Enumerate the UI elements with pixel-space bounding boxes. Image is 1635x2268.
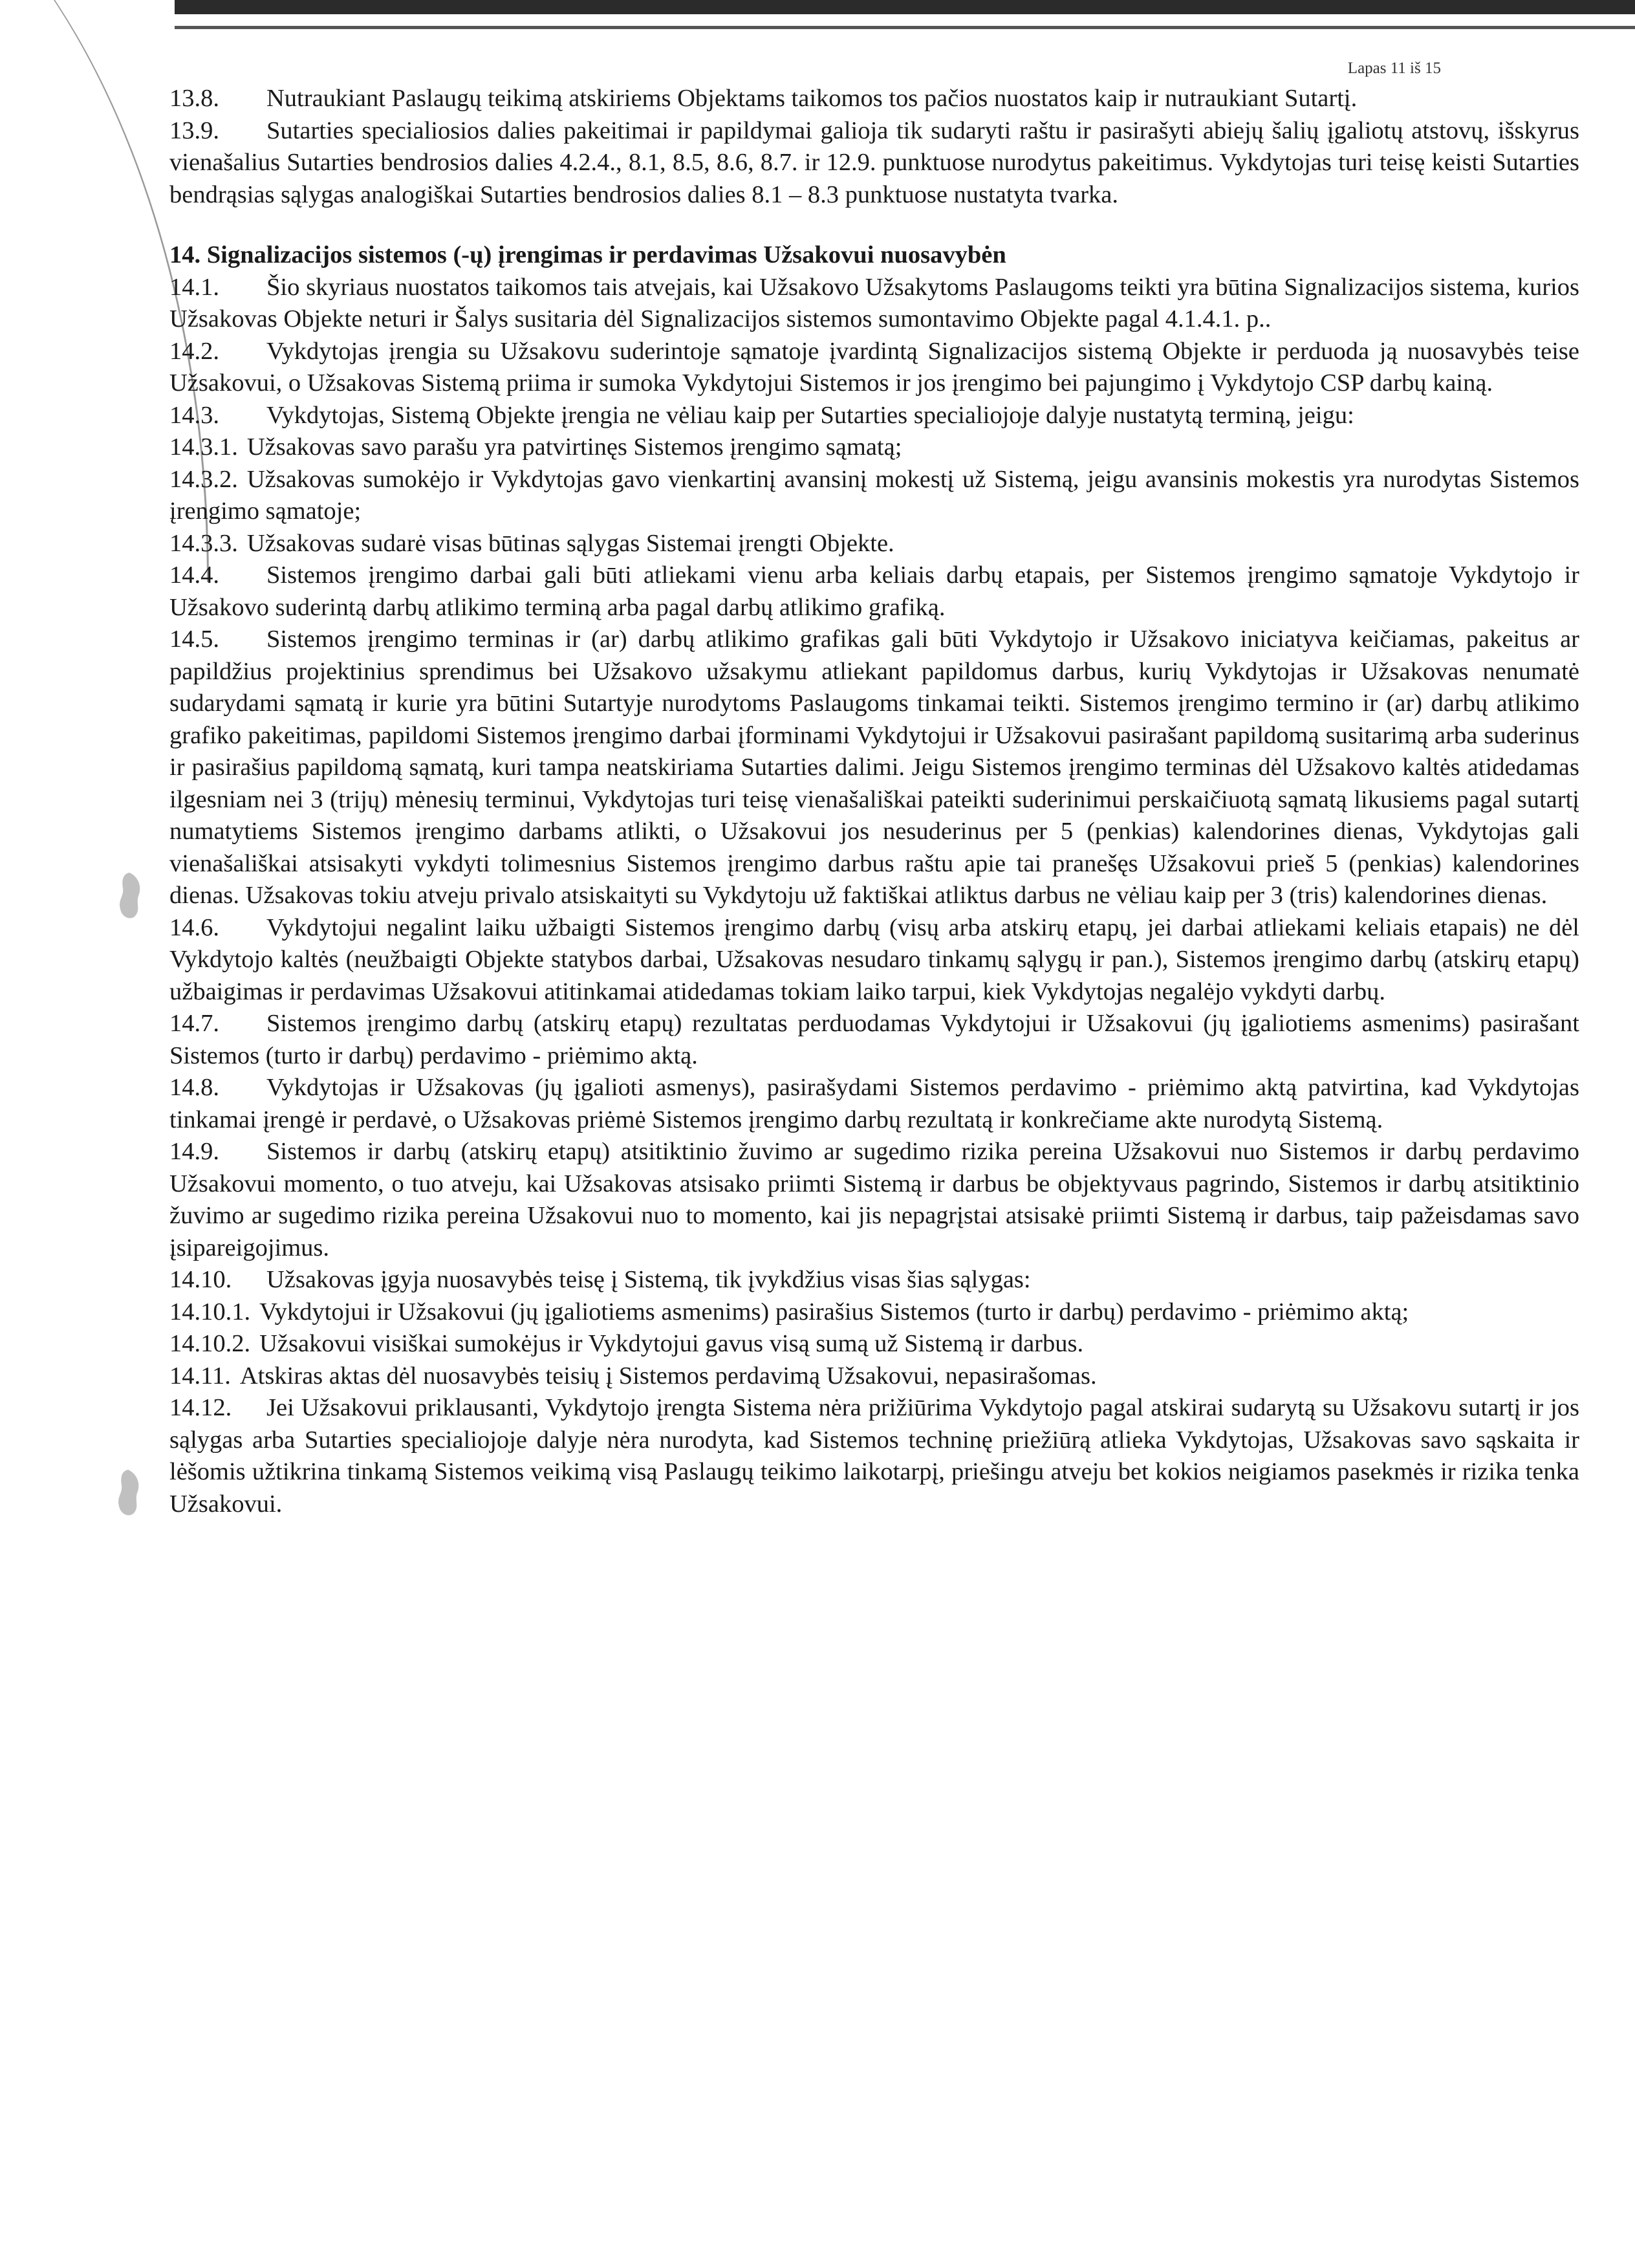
clause-text: Vykdytojui negalint laiku užbaigti Sistemos įrengimo darbų (visų arba atskirų etapų, jei darbai atliekami keliais etapais) ne dėl Vykdytojo kaltės (neužbaigti Objekte statybos darbai, Užsakovas nesudaro tinkamų sąlygų ir pan.), Sistemos įrengimo darbų (atskirų etapų) užbaigimas ir perdavimas Užsakovui atitinkamai atidedamas tokiam laiko tarpui, kiek Vykdytojas negalėjo vykdyti darbų. bbox=[169, 913, 1579, 1005]
scan-top-edge bbox=[175, 0, 1635, 14]
clause-text: Sistemos ir darbų (atskirų etapų) atsitiktinio žuvimo ar sugedimo rizika pereina Užsakovui nuo Sistemos ir darbų perdavimo Užsakovui momento, o tuo atveju, kai Užsakovas atsisako priimti Sistemą ir darbus be objektyvaus pagrindo, Sistemos ir darbų atsitiktinio žuvimo ar sugedimo rizika pereina Užsakovui nuo to momento, kai jis nepagrįstai atsisakė priimti Sistemą ir darbus, taip pažeisdamas savo įsipareigojimus. bbox=[169, 1138, 1579, 1261]
clause-number: 14.10.1. bbox=[169, 1298, 251, 1325]
clause-14-12 bbox=[169, 1392, 1579, 1520]
clause-text: Sistemos įrengimo darbų (atskirų etapų) rezultatas perduodamas Vykdytojui ir Užsakovui (jų įgaliotiems asmenims) pasirašant Sistemos (turto ir darbų) perdavimo - priėmimo aktą. bbox=[169, 1010, 1579, 1069]
clause-number: 14.3.3. bbox=[169, 529, 238, 557]
clause-14-7 bbox=[169, 1008, 1579, 1072]
clause-number: 14.7. bbox=[169, 1010, 219, 1037]
clause-14-8 bbox=[169, 1072, 1579, 1136]
clause-14-3-3 bbox=[169, 528, 1579, 560]
clause-number: 13.9. bbox=[169, 116, 219, 144]
clause-text: Vykdytojui ir Užsakovui (jų įgaliotiems asmenims) pasirašius Sistemos (turto ir darbų) perdavimo - priėmimo aktą; bbox=[259, 1298, 1409, 1325]
clause-number: 14.1. bbox=[169, 273, 219, 301]
clause-text: Vykdytojas įrengia su Užsakovu suderintoje sąmatoje įvardintą Signalizacijos sistemą Objekte ir perduoda ją nuosavybės teise Užsakovui, o Užsakovas Sistemą priima ir sumoka Vykdytojui Sistemos ir jos įrengimo bei pajungimo į Vykdytojo CSP darbų kainą. bbox=[169, 337, 1579, 397]
clause-14-10-1 bbox=[169, 1296, 1579, 1329]
clause-number: 14.4. bbox=[169, 562, 219, 589]
clause-text: Šio skyriaus nuostatos taikomos tais atvejais, kai Užsakovo Užsakytoms Paslaugoms teikti yra būtina Signalizacijos sistema, kurios Užsakovas Objekte neturi ir Šalys susitaria dėl Signalizacijos sistemos sumontavimo Objekte pagal 4.1.4.1. p.. bbox=[169, 273, 1579, 333]
clause-14-2 bbox=[169, 336, 1579, 400]
clause-text: Užsakovas sudarė visas būtinas sąlygas Sistemai įrengti Objekte. bbox=[246, 529, 894, 557]
clause-14-3-2 bbox=[169, 464, 1579, 528]
clause-text: Užsakovas savo parašu yra patvirtinęs Sistemos įrengimo sąmatą; bbox=[246, 433, 902, 461]
clause-14-10-2 bbox=[169, 1328, 1579, 1360]
clause-text: Užsakovui visiškai sumokėjus ir Vykdytojui gavus visą sumą už Sistemą ir darbus. bbox=[259, 1330, 1084, 1357]
clause-text: Užsakovas sumokėjo ir Vykdytojas gavo vienkartinį avansinį mokestį už Sistemą, jeigu avansinis mokestis yra nurodytas Sistemos įrengimo sąmatoje; bbox=[169, 465, 1579, 525]
punch-hole-mark bbox=[115, 1468, 145, 1519]
clause-number: 14.10. bbox=[169, 1266, 232, 1293]
clause-14-1 bbox=[169, 272, 1579, 336]
clause-text: Jei Užsakovui priklausanti, Vykdytojo įrengta Sistema nėra prižiūrima Vykdytojo pagal atskirai sudarytą su Užsakovu sutartį ir jos sąlygas arba Sutarties specialiojoje dalyje nėra nurodyta, kad Sistemos techninę priežiūrą atlieka Vykdytojas, Užsakovas savo sąskaita ir lėšomis užtikrina tinkamą Sistemos veikimą visą Paslaugų teikimo laikotarpį, priešingu atveju bet kokios neigiamos pasekmės ir rizika tenka Užsakovui. bbox=[169, 1394, 1579, 1518]
clause-14-10 bbox=[169, 1264, 1579, 1296]
clause-number: 14.12. bbox=[169, 1394, 232, 1421]
page-number: Lapas 11 iš 15 bbox=[1347, 60, 1441, 77]
clause-14-11 bbox=[169, 1360, 1579, 1393]
clause-number: 14.3.1. bbox=[169, 433, 238, 461]
clause-number: 14.9. bbox=[169, 1138, 219, 1165]
clause-text: Sistemos įrengimo terminas ir (ar) darbų atlikimo grafikas gali būti Vykdytojo ir Užsakovo iniciatyva keičiamas, pakeitus ar papildžius projektinius sprendimus bei Užsakovo užsakymu atliekant papildomus darbus, kurių Vykdytojas ir Užsakovas nenumatė sudarydami sąmatą ir kurie yra būtini Sutartyje nurodytoms Paslaugoms tinkamai teikti. Sistemos įrengimo termino ir (ar) darbų atlikimo grafiko pakeitimas, papildomi Sistemos įrengimo darbai įforminami Vykdytojui ir Užsakovui pasirašant papildomą susitarimą arba suderinus ir pasirašius papildomą sąmatą, kuri tampa neatskiriama Sutarties dalimi. Jeigu Sistemos įrengimo terminas dėl Užsakovo kaltės atidedamas ilgesniam nei 3 (trijų) mėnesių terminui, Vykdytojas turi teisę vienašališkai pateikti suderinimui perskaičiuotą sąmatą likusiems pagal sutartį numatytiems Sistemos įrengimo darbams atlikti, o Užsakovui jos nesuderinus per 5 (penkias) kalendorines dienas, Vykdytojas gali vienašališkai atsisakyti vykdyti tolimesnius Sistemos įrengimo darbus raštu apie tai pranešęs Užsakovui prieš 5 (penkias) kalendorines dienas. Užsakovas tokiu atveju privalo atsiskaityti su Vykdytoju už faktiškai atliktus darbus ne vėliau kaip per 3 (tris) kalendorines dienas. bbox=[169, 626, 1579, 909]
section-14-heading: 14. Signalizacijos sistemos (-ų) įrengimas ir perdavimas Užsakovui nuosavybėn bbox=[169, 241, 1006, 268]
clause-text: Atskiras aktas dėl nuosavybės teisių į Sistemos perdavimą Užsakovui, nepasirašomas. bbox=[239, 1362, 1097, 1390]
clause-14-3-1 bbox=[169, 431, 1579, 464]
clause-14-5 bbox=[169, 624, 1579, 912]
scan-top-rule bbox=[175, 26, 1635, 29]
clause-number: 13.8. bbox=[169, 85, 219, 112]
document-body bbox=[169, 83, 1579, 1520]
clause-number: 14.2. bbox=[169, 337, 219, 365]
clause-text: Sistemos įrengimo darbai gali būti atliekami vienu arba keliais darbų etapais, per Sistemos įrengimo sąmatoje Vykdytojo ir Užsakovo suderintą darbų atlikimo terminą arba pagal darbų atlikimo grafiką. bbox=[169, 562, 1579, 621]
clause-text: Užsakovas įgyja nuosavybės teisę į Sistemą, tik įvykdžius visas šias sąlygas: bbox=[266, 1266, 1031, 1293]
clause-number: 14.11. bbox=[169, 1362, 231, 1390]
clause-14-9 bbox=[169, 1136, 1579, 1264]
clause-text: Vykdytojas ir Užsakovas (jų įgalioti asmenys), pasirašydami Sistemos perdavimo - priėmimo aktą patvirtina, kad Vykdytojas tinkamai įrengė ir perdavė, o Užsakovas priėmė Sistemos įrengimo darbų rezultatą ir konkrečiame akte nurodytą Sistemą. bbox=[169, 1074, 1579, 1133]
clause-text: Vykdytojas, Sistemą Objekte įrengia ne vėliau kaip per Sutarties specialiojoje dalyje nustatytą terminą, jeigu: bbox=[266, 401, 1354, 429]
clause-number: 14.6. bbox=[169, 913, 219, 941]
clause-13-8 bbox=[169, 83, 1579, 115]
clause-text: Nutraukiant Paslaugų teikimą atskiriems Objektams taikomos tos pačios nuostatos kaip ir nutraukiant Sutartį. bbox=[266, 85, 1358, 112]
clause-number: 14.8. bbox=[169, 1074, 219, 1101]
punch-hole-mark bbox=[115, 870, 145, 921]
clause-number: 14.10.2. bbox=[169, 1330, 251, 1357]
clause-number: 14.3. bbox=[169, 401, 219, 429]
clause-number: 14.5. bbox=[169, 626, 219, 653]
clause-text: Sutarties specialiosios dalies pakeitimai ir papildymai galioja tik sudaryti raštu ir pasirašyti abiejų šalių įgaliotų atstovų, išskyrus vienašalius Sutarties bendrosios dalies 4.2.4., 8.1, 8.5, 8.6, 8.7. ir 12.9. punktuose nurodytus pakeitimus. Vykdytojas turi teisę keisti Sutarties bendrąsias sąlygas analogiškai Sutarties bendrosios dalies 8.1 – 8.3 punktuose nustatyta tvarka. bbox=[169, 116, 1579, 208]
clause-14-6 bbox=[169, 912, 1579, 1009]
clause-number: 14.3.2. bbox=[169, 465, 238, 493]
clause-13-9 bbox=[169, 115, 1579, 212]
clause-14-4 bbox=[169, 560, 1579, 624]
clause-14-3 bbox=[169, 400, 1579, 432]
